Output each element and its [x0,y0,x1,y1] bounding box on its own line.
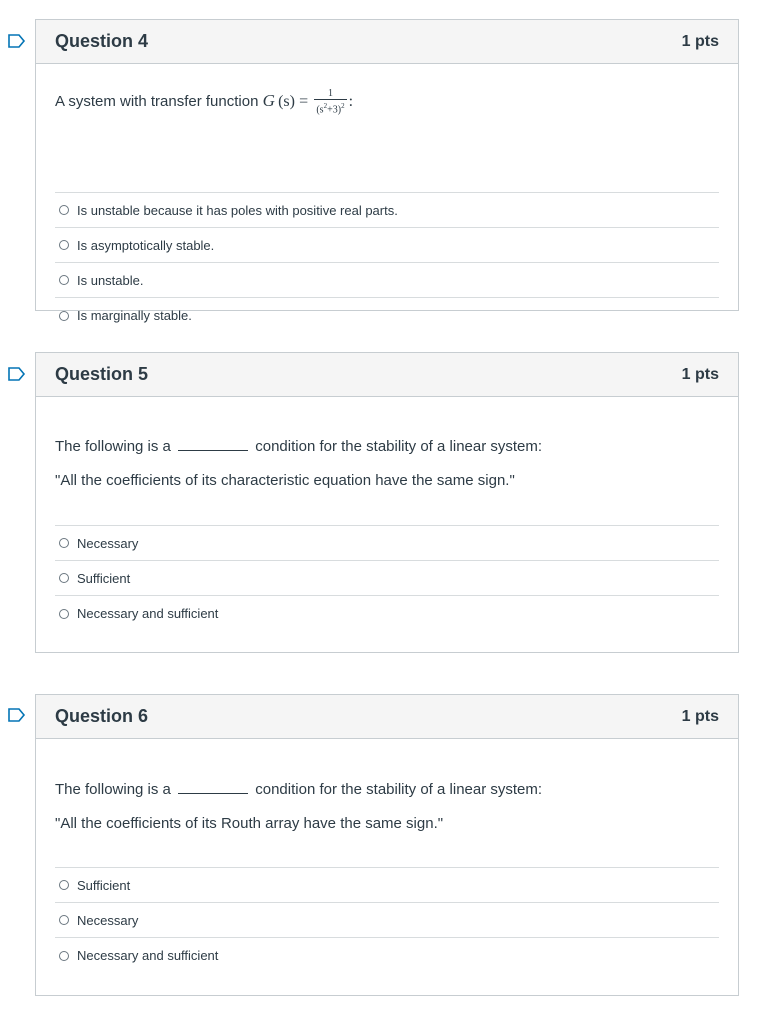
radio-button[interactable] [59,538,69,548]
transfer-function: G (s) = $\frac{1}{(s^2+3)^2}$ : [262,88,354,116]
question-points: 1 pts [681,707,719,725]
flag-question-icon[interactable] [8,367,26,381]
fraction: $\frac{1}{(s^2+3)^2}$ [316,88,345,116]
question-prompt: The following is a condition for the stability of a linear system: "All the coefficients of its Routh array have the same sign." [55,739,719,832]
question-prompt [55,64,719,149]
question-header [36,20,738,64]
answer-option[interactable]: Sufficient [55,561,719,596]
question-card [35,694,739,996]
quoted-statement: "All the coefficients of its characteristic equation have the same sign." [55,472,515,489]
answer-option[interactable]: Is unstable because it has poles with positive real parts. [55,193,719,228]
answer-option[interactable]: Necessary and sufficient [55,938,719,973]
radio-button[interactable] [59,311,69,321]
radio-button[interactable] [59,951,69,961]
question-header [36,353,738,397]
question-prompt: The following is a condition for the stability of a linear system: "All the coefficients of its characteristic equation have the same sign." [55,397,719,489]
flag-question-icon[interactable] [8,34,26,48]
answer-option[interactable]: Is asymptotically stable. [55,228,719,263]
question-title: Question 6 [55,706,149,726]
radio-button[interactable] [59,205,69,215]
answer-option[interactable]: Sufficient [55,868,719,903]
answer-option[interactable]: Is marginally stable. [55,298,719,333]
question-card [35,19,739,323]
radio-button[interactable] [59,240,69,250]
answer-list [55,525,719,631]
question-header [36,695,738,739]
fill-in-blank [178,449,248,451]
flag-question-icon[interactable] [8,708,26,722]
quoted-statement: "All the coefficients of its Routh array have the same sign." [55,815,444,832]
question-title: Question 4 [55,31,149,51]
fill-in-blank [178,792,248,794]
radio-button[interactable] [59,880,69,890]
question-title: Question 5 [55,364,149,384]
radio-button[interactable] [59,275,69,285]
question-card [35,352,739,653]
question-points: 1 pts [681,32,719,50]
answer-option[interactable]: Is unstable. [55,263,719,298]
answer-list [55,192,719,333]
prompt-text: A system with transfer function [55,93,259,111]
answer-list [55,867,719,973]
radio-button[interactable] [59,915,69,925]
radio-button[interactable] [59,573,69,583]
question-points: 1 pts [681,365,719,383]
answer-option[interactable]: Necessary and sufficient [55,596,719,631]
radio-button[interactable] [59,609,69,619]
answer-option[interactable]: Necessary [55,903,719,938]
answer-option[interactable]: Necessary [55,526,719,561]
